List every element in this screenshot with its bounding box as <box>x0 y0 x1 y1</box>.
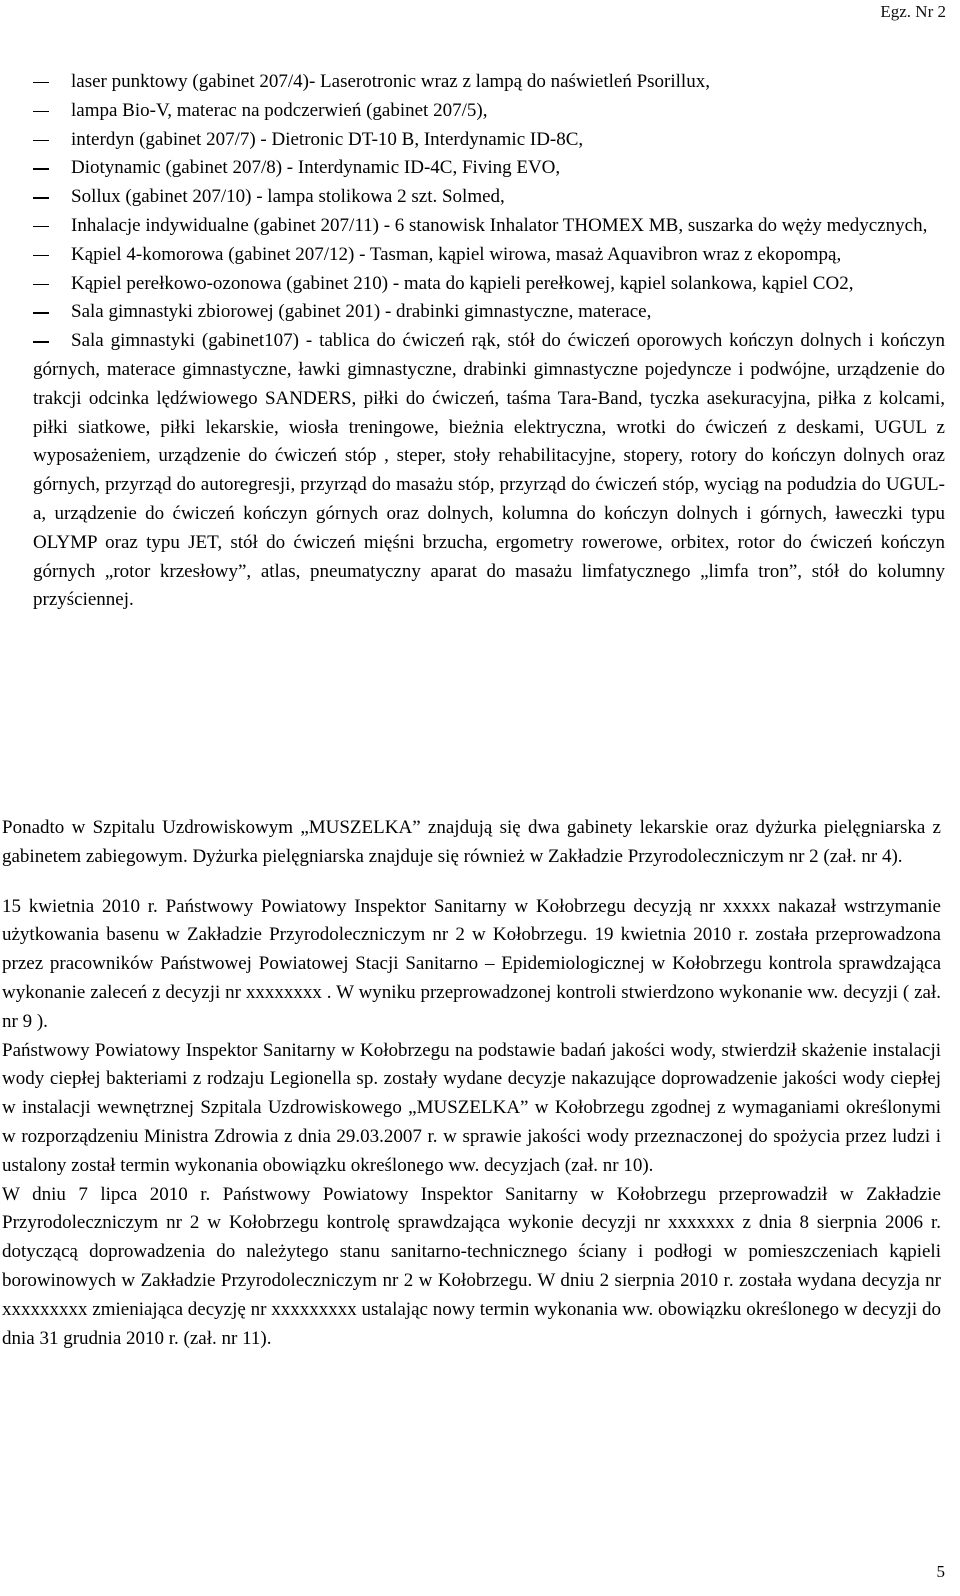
list-item: interdyn (gabinet 207/7) - Dietronic DT-10 B, Interdynamic ID-8C, <box>33 126 945 155</box>
list-item: laser punktowy (gabinet 207/4)- Laserotronic wraz z lampą do naświetleń Psorillux, <box>33 68 945 97</box>
dash-bullet <box>33 284 49 285</box>
list-item: Sollux (gabinet 207/10) - lampa stolikowa 2 szt. Solmed, <box>33 183 945 212</box>
paragraph-basen-decyzja: 15 kwietnia 2010 r. Państwowy Powiatowy Inspektor Sanitarny w Kołobrzegu decyzją nr xxxxx nakazał wstrzymanie użytkowania basenu w Zakładzie Przyrodoleczniczym nr 2 w Kołobrzegu. 19 kwietnia 2010 r. została przeprowadzona przez pracowników Państwowej Powiatowej Stacji Sanitarno – Epidemiologicznej w Kołobrzegu kontrola sprawdzająca wykonanie zaleceń z decyzji nr xxxxxxxx . W wyniku przeprowadzonej kontroli stwierdzono wykonanie ww. decyzji ( zał. nr 9 ). <box>2 895 941 1032</box>
dash-bullet <box>33 140 49 141</box>
list-item: lampa Bio-V, materac na podczerwień (gabinet 207/5), <box>33 97 945 126</box>
dash-bullet <box>33 111 49 112</box>
body-text <box>0 814 941 1353</box>
equipment-list <box>33 68 945 615</box>
paragraph-legionella: Państwowy Powiatowy Inspektor Sanitarny w Kołobrzegu na podstawie badań jakości wody, stwierdził skażenie instalacji wody ciepłej bakteriami z rodzaju Legionella sp. zostały wydane decyzje nakazujące doprowadzenie jakości wody ciepłej w instalacji wewnętrznej Szpitala Uzdrowiskowego „MUSZELKA” w Kołobrzegu zgodnej z wymaganiami określonymi w rozporządzeniu Ministra Zdrowia z dnia 29.03.2007 r. w sprawie jakości wody przeznaczonej do spożycia przez ludzi i ustalony został termin wykonania obowiązku określonego ww. decyzjach (zał. nr 10). <box>2 1039 941 1176</box>
dash-bullet <box>33 312 49 313</box>
list-item: Kąpiel 4-komorowa (gabinet 207/12) - Tasman, kąpiel wirowa, masaż Aquavibron wraz z ekopompą, <box>33 241 945 270</box>
list-item: Inhalacje indywidualne (gabinet 207/11) - 6 stanowisk Inhalator THOMEX MB, suszarka do węży medycznych, <box>33 212 945 241</box>
dash-bullet <box>33 197 49 198</box>
copy-number-header: Egz. Nr 2 <box>880 2 946 21</box>
page-number: 5 <box>936 1562 945 1581</box>
list-item: Sala gimnastyki (gabinet107) - tablica do ćwiczeń rąk, stół do ćwiczeń oporowych kończyn dolnych i kończyn górnych, materace gimnastyczne, ławki gimnastyczne, drabinki gimnastyczne pojedyncze i podwójne, urządzenie do trakcji odcinka lędźwiowego SANDERS, piłki do ćwiczeń, taśma Tara-Band, tyczka asekuracyjna, piłka z kolcami, piłki siatkowe, piłki lekarskie, wiosła treningowe, bieżnia elektryczna, wrotki do ćwiczeń z deskami, UGUL z wyposażeniem, urządzenie do ćwiczeń stóp , steper, stoły rehabilitacyjne, stopery, rotory do kończyn dolnych oraz górnych, przyrząd do autoregresji, przyrząd do masażu stóp, przyrząd do ćwiczeń stóp, wyciąg na podudzia do UGUL-a, urządzenie do ćwiczeń kończyn górnych oraz dolnych, kolumna do kończyn dolnych i górnych, ławeczki typu OLYMP oraz typu JET, stół do ćwiczeń mięśni brzucha, ergometry rowerowe, orbitex, rotor do ćwiczeń kończyn górnych „rotor krzesłowy”, atlas, pneumatyczny aparat do masażu limfatycznego „limfa tron”, stół do kolumny przyściennej. <box>33 330 945 611</box>
dash-bullet <box>33 226 49 227</box>
dash-bullet <box>33 255 49 256</box>
paragraph-muszelka-gabinety: Ponadto w Szpitalu Uzdrowiskowym „MUSZELKA” znajdują się dwa gabinety lekarskie oraz dyżurka pielęgniarska z gabinetem zabiegowym. Dyżurka pielęgniarska znajduje się również w Zakładzie Przyrodoleczniczym nr 2 (zał. nr 4). <box>2 817 941 867</box>
list-item: Sala gimnastyki zbiorowej (gabinet 201) - drabinki gimnastyczne, materace, <box>33 298 945 327</box>
list-item: Diotynamic (gabinet 207/8) - Interdynamic ID-4C, Fiving EVO, <box>33 154 945 183</box>
paragraph-kontrola-lipiec: W dniu 7 lipca 2010 r. Państwowy Powiatowy Inspektor Sanitarny w Kołobrzegu przeprowadził w Zakładzie Przyrodoleczniczym nr 2 w Kołobrzegu kontrolę sprawdzająca wykonie decyzji nr xxxxxxx z dnia 8 sierpnia 2006 r. dotyczącą doprowadzenia do należytego stanu sanitarno-technicznego ściany i podłogi w pomieszczeniach kąpieli borowinowych w Zakładzie Przyrodoleczniczym nr 2 w Kołobrzegu. W dniu 2 sierpnia 2010 r. została wydana decyzja nr xxxxxxxxx zmieniająca decyzję nr xxxxxxxxx ustalając nowy termin wykonania ww. obowiązku określonego w decyzji do dnia 31 grudnia 2010 r. (zał. nr 11). <box>2 1183 941 1349</box>
dash-bullet <box>33 168 49 169</box>
dash-bullet <box>33 341 49 342</box>
dash-bullet <box>33 82 49 83</box>
list-item: Kąpiel perełkowo-ozonowa (gabinet 210) - mata do kąpieli perełkowej, kąpiel solankowa, kąpiel CO2, <box>33 270 945 299</box>
